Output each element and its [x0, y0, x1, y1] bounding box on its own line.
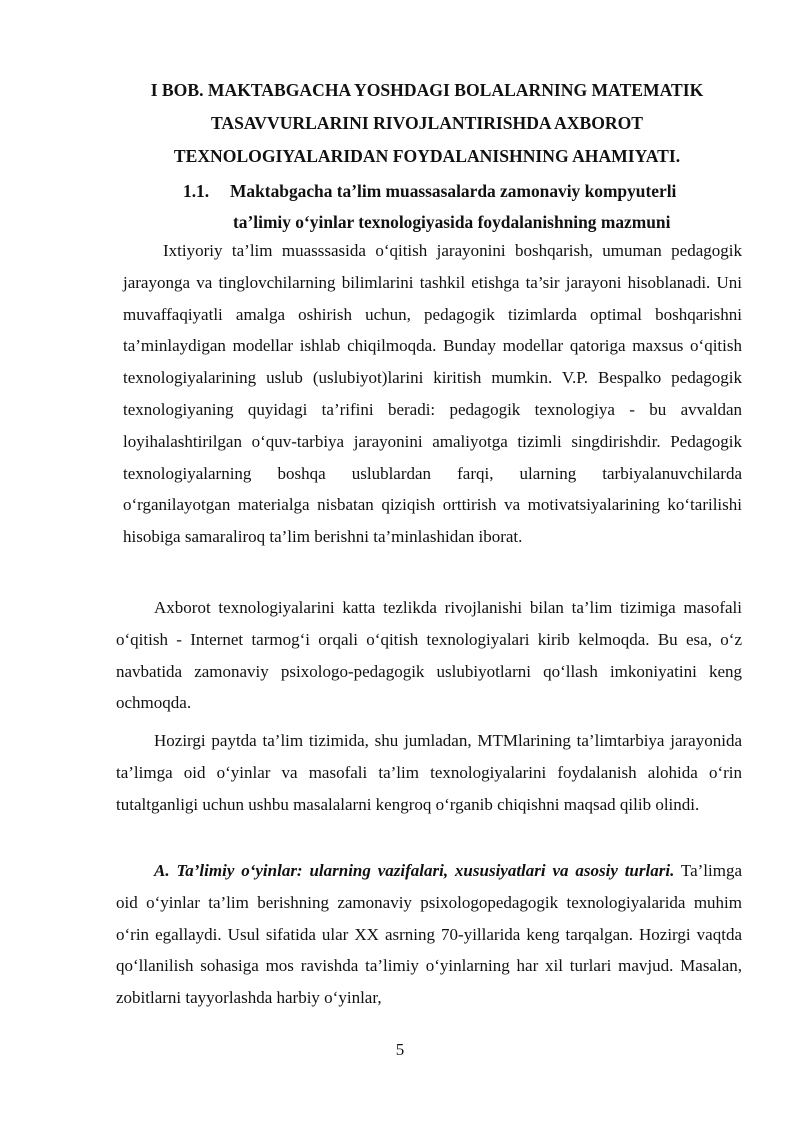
section-title-line-1: Maktabgacha ta’lim muassasalarda zamonaviy kompyuterli — [230, 181, 677, 201]
paragraph-3-text: Hozirgi paytda ta’lim tizimida, shu jumladan, MTMlarining ta’limtarbiya jarayonida ta’limga oid o‘yinlar va masofali ta’lim texnologiyalarini foydalanish alohida o‘rin tutaltganligi uchun ushbu masalalarni kengroq o‘rganib chiqishni maqsad qilib olindi. — [116, 731, 742, 814]
paragraph-1 — [123, 235, 742, 553]
paragraph-1-text: Ixtiyoriy ta’lim muasssasida o‘qitish jarayonini boshqarish, umuman pedagogik jarayonga va tinglovchilarning bilimlarini tashkil etishga ta’sir jarayoni hisoblanadi. Uni muvaffaqiyatli amalga oshirish uchun, pedagogik tizimlarda optimal boshqarishni ta’minlaydigan modellar ishlab chiqilmoqda. Bunday modellar qatoriga maxsus o‘qitish texnologiyalarining uslub (uslubiyot)larini kiritish mumkin. V.P. Bespalko pedagogik texnologiyaning quyidagi ta’rifini beradi: pedagogik texnologiya - bu avvaldan loyihalashtirilgan o‘quv-tarbiya jarayonini amaliyotga tizimli singdirishdir. Pedagogik texnologiyalarning boshqa uslublardan farqi, ularning tarbiyalanuvchilarda o‘rganilayotgan materialga nisbatan qiziqish orttirish va motivatsiyalarining ko‘tarilishi hisobiga samaraliroq ta’lim berishni ta’minlashidan iborat. — [123, 241, 742, 547]
paragraph-2 — [116, 592, 742, 719]
paragraph-2-text: Axborot texnologiyalarini katta tezlikda rivojlanishi bilan ta’lim tizimiga masofali o‘qitish - Internet tarmog‘i orqali o‘qitish texnologiyalari kirib kelmoqda. Bu esa, o‘z navbatida zamonaviy psixologo-pedagogik uslubiyotlarni qo‘llash imkoniyatini keng ochmoqda. — [116, 598, 742, 713]
subsection-heading: A. Ta’limiy o‘yinlar: ularning vazifalari, xususiyatlari va asosiy turlari. — [154, 861, 675, 880]
chapter-title — [112, 74, 742, 173]
chapter-title-line-3: TEXNOLOGIYALARIDAN FOYDALANISHNING AHAMIYATI. — [173, 146, 681, 166]
paragraph-4-body: Ta’limga oid o‘yinlar ta’lim berishning zamonaviy psixologopedagogik texnologiyalarida muhim o‘rin egallaydi. Usul sifatida ular XX asrning 70-yillarida keng tarqalgan. Hozirgi vaqtda qo‘llanilish sohasiga mos ravishda ta’limiy o‘yinlarning har xil turlari mavjud. Masalan, zobitlarni tayyorlashda harbiy o‘yinlar, — [116, 861, 742, 1008]
paragraph-3 — [116, 725, 742, 820]
paragraph-4-text — [116, 855, 742, 1014]
section-title-line-2: ta’limiy o‘yinlar texnologiyasida foydalanishning mazmuni — [233, 212, 671, 232]
chapter-title-line-1: I BOB. MAKTABGACHA YOSHDAGI BOLALARNING MATEMATIK — [150, 80, 704, 100]
section-number: 1.1. — [183, 181, 210, 201]
chapter-title-line-2: TASAVVURLARINI RIVOJLANTIRISHDA AXBOROT — [210, 113, 644, 133]
page-number: 5 — [395, 1040, 405, 1059]
paragraph-4 — [116, 855, 742, 1014]
